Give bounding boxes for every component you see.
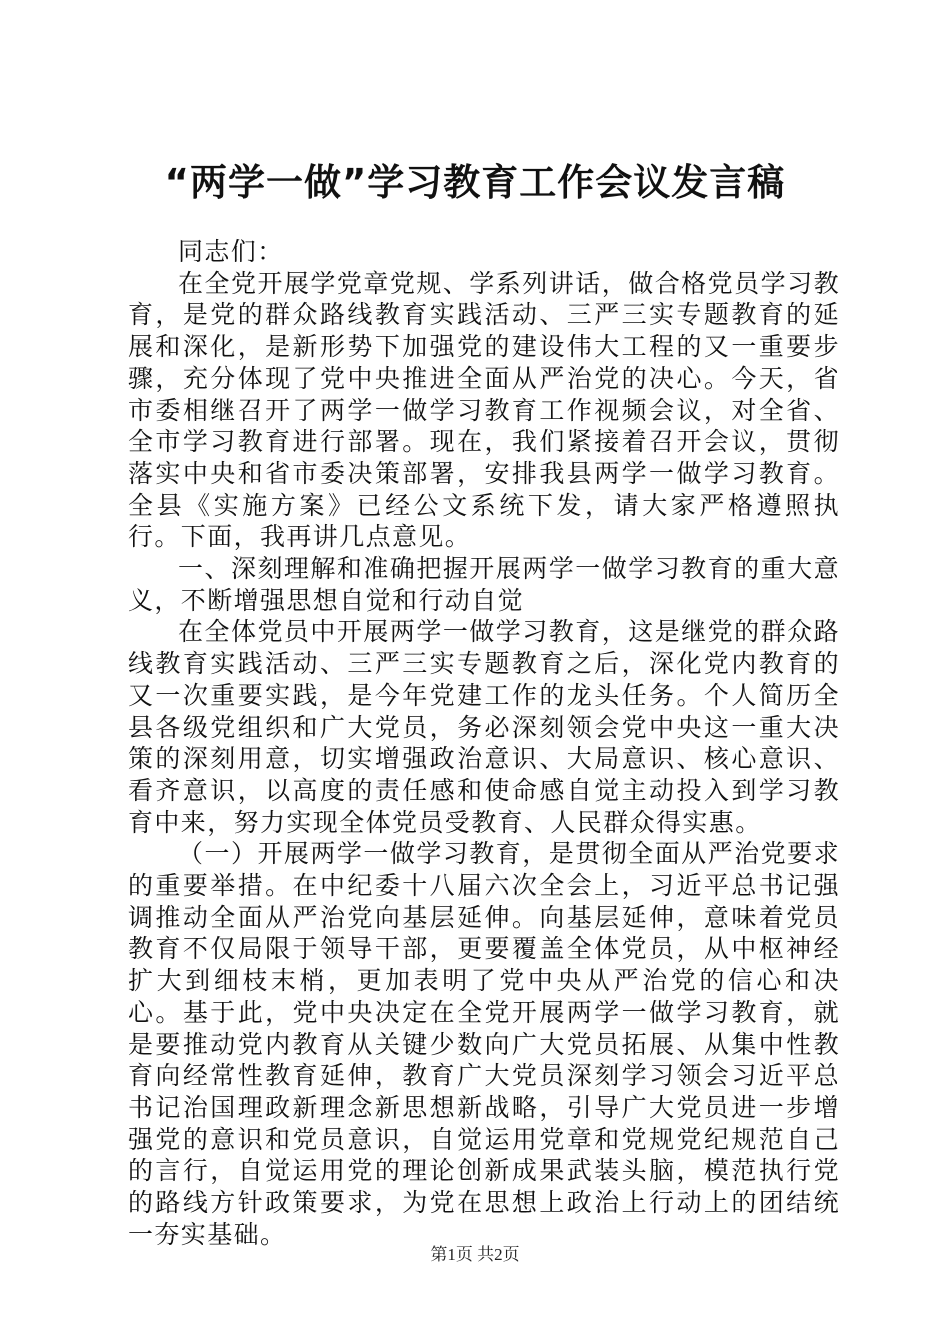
paragraph-intro: 在全党开展学党章党规、学系列讲话，做合格党员学习教育，是党的群众路线教育实践活动、三严三实专题教育的延展和深化，是新形势下加强党的建设伟大工程的又一重要步骤，充分体现了党中央推进全面从严治党的决心。今天，省市委相继召开了两学一做学习教育工作视频会议，对全省、全市学习教育进行部署。现在，我们紧接着召开会议，贯彻落实中央和省市委决策部署，安排我县两学一做学习教育。全县《实施方案》已经公文系统下发，请大家严格遵照执行。下面，我再讲几点意见。 — [128, 268, 840, 552]
document-title: “两学一做”学习教育工作会议发言稿 — [164, 161, 786, 204]
section-heading-1: 一、深刻理解和准确把握开展两学一做学习教育的重大意义，不断增强思想自觉和行动自觉 — [128, 554, 840, 615]
paragraph-section-1: 在全体党员中开展两学一做学习教育，这是继党的群众路线教育实践活动、三严三实专题教育之后，深化党内教育的又一次重要实践，是今年党建工作的龙头任务。个人简历全县各级党组织和广大党员，务必深刻领会党中央这一重大决策的深刻用意，切实增强政治意识、大局意识、核心意识、看齐意识，以高度的责任感和使命感自觉主动投入到学习教育中来，努力实现全体党员受教育、人民群众得实惠。 — [128, 617, 840, 837]
paragraph-subsection-1: （一）开展两学一做学习教育，是贯彻全面从严治党要求的重要举措。在中纪委十八届六次全会上，习近平总书记强调推动全面从严治党向基层延伸。向基层延伸，意味着党员教育不仅局限于领导干部，更要覆盖全体党员，从中枢神经扩大到细枝末梢，更加表明了党中央从严治党的信心和决心。基于此，党中央决定在全党开展两学一做学习教育，就是要推动党内教育从关键少数向广大党员拓展、从集中性教育向经常性教育延伸，教育广大党员深刻学习领会习近平总书记治国理政新理念新思想新战略，引导广大党员进一步增强党的意识和党员意识，自觉运用党章和党规党纪规范自己的言行，自觉运用党的理论创新成果武装头脑，模范执行党的路线方针政策要求，为党在思想上政治上行动上的团结统一夯实基础。 — [128, 839, 840, 1249]
salutation: 同志们： — [178, 237, 284, 266]
document-body — [128, 236, 840, 1251]
page-number-footer: 第1页 共2页 — [430, 1245, 520, 1264]
